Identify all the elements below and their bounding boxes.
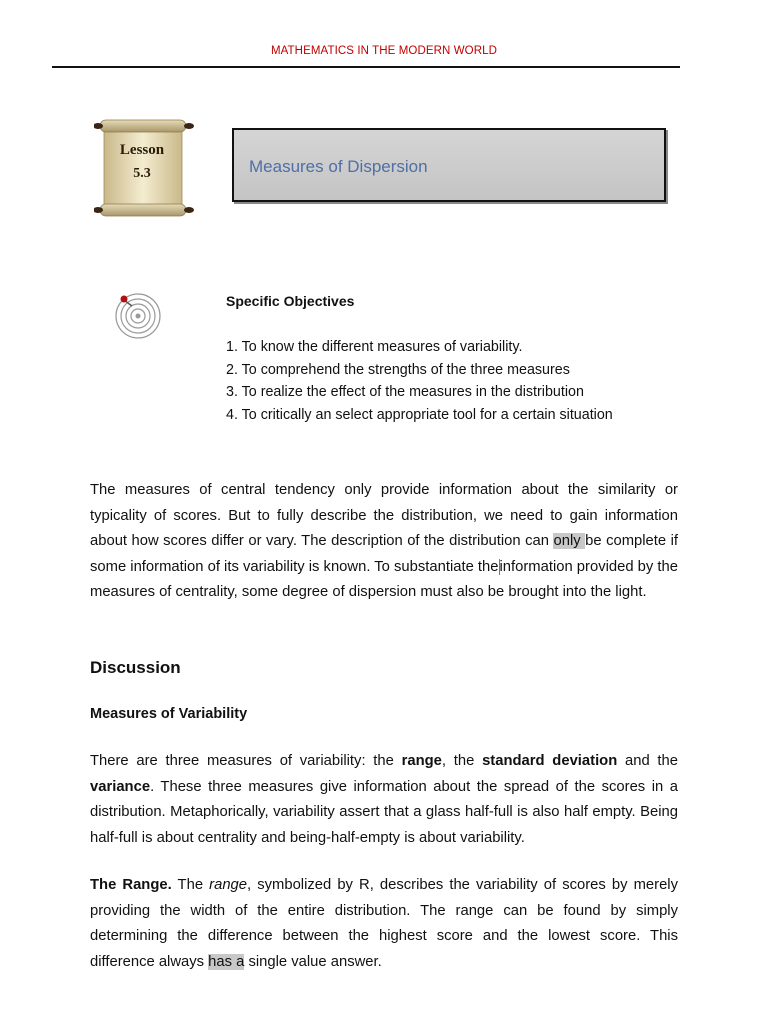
term-range: range [401,753,442,769]
objective-item: 1. To know the different measures of variability. [226,339,523,355]
term-range-italic: range [209,877,248,893]
objective-item: 2. To comprehend the strengths of the three measures [226,361,570,378]
para2-text-3: single value answer. [244,953,382,970]
range-lead: The Range. [90,877,172,893]
course-header: MATHEMATICS IN THE MODERN WORLD [270,45,498,57]
lesson-title: Measures of Dispersion [249,157,428,176]
para2-text-1: The [171,877,210,893]
para1-text-2: , the [441,753,483,769]
para2-text-2: , symbolized by R, describes the variability of scores by merely providing the width of the entire distribution. The range can be found by simply determining the difference between the highest score and the lowest score. This difference always [90,877,678,970]
objectives-heading: Specific Objectives [226,293,355,309]
term-standard-deviation: standard deviation [482,753,618,769]
intro-text-2: be complete if some information of its variability is known. To substantiate the [90,533,678,575]
term-variance: variance [90,778,151,795]
para1-text-3: and the [617,753,679,769]
para2-highlight: has a [208,953,245,970]
lesson-scroll-badge [94,116,204,222]
range-paragraph [90,873,678,975]
variability-paragraph [90,749,678,851]
objective-item: 4. To critically an select appropriate tool for a certain situation [226,406,613,423]
measures-of-variability-heading: Measures of Variability [90,706,248,722]
lesson-number: 5.3 [133,166,151,181]
objective-item: 3. To realize the effect of the measures in the distribution [226,384,584,400]
para1-text-1: There are three measures of variability: the [90,753,402,769]
intro-paragraph [90,478,678,606]
objectives-list [226,336,613,426]
discussion-heading: Discussion [90,658,181,677]
para1-text-4: . These three measures give information about the spread of the scores in a distribution. Metaphorically, variability assert that a glass half-full is also half empty. Being half-full is about centrality and being-half-empty is about variability. [90,778,678,846]
lesson-label: Lesson [119,142,165,158]
intro-highlight: only [553,533,586,549]
intro-text-1: The measures of central tendency only provide information about the similarity or typicality of scores. But to fully describe the distribution, we need to gain information about how scores differ or vary. The description of the distribution can [90,482,678,549]
header-divider [52,66,680,68]
lesson-title-box [232,128,666,202]
target-icon [112,290,164,342]
intro-text-3: information provided by the measures of centrality, some degree of dispersion must also be brought into the light. [90,558,678,600]
